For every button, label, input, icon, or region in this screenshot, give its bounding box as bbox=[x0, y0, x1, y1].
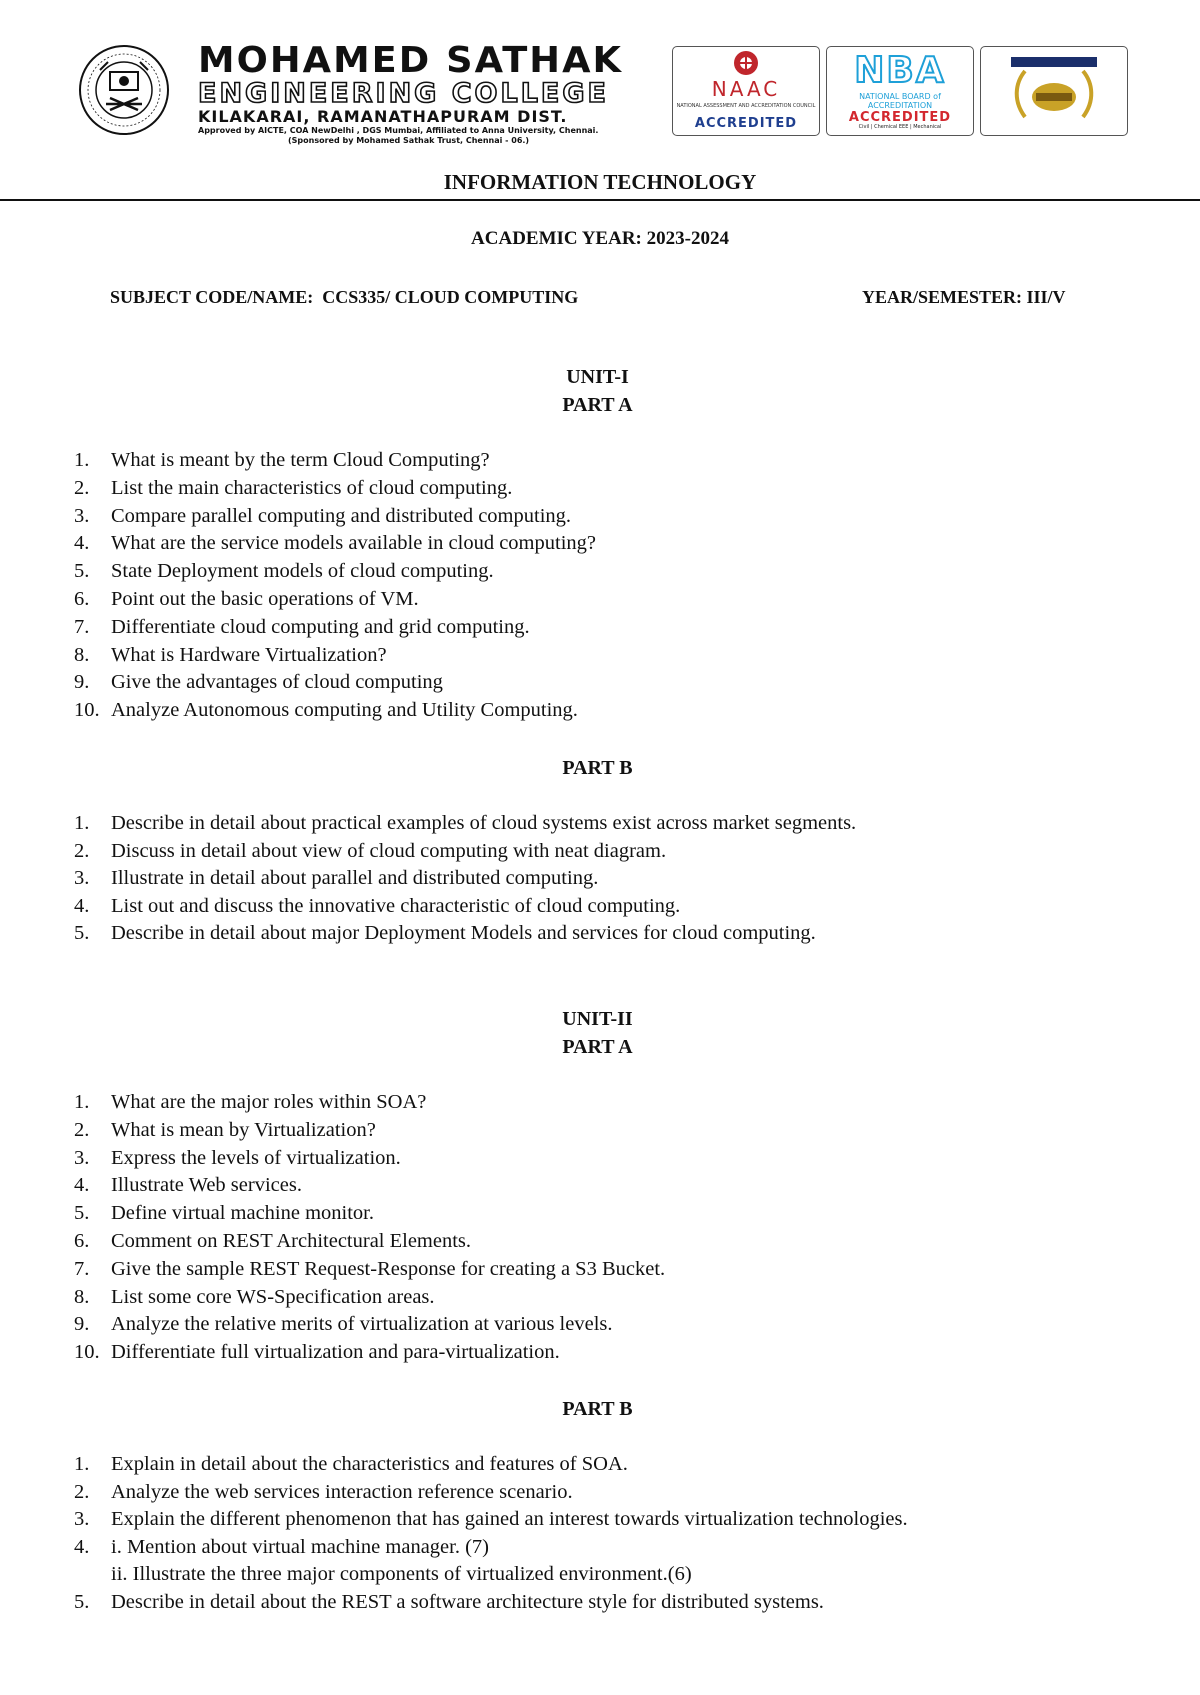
laurel-award-icon bbox=[1011, 57, 1097, 123]
unit-title: UNIT-I bbox=[566, 366, 629, 388]
nba-badge bbox=[826, 46, 974, 136]
college-approval: Approved by AICTE, COA NewDelhi , DGS Mumbai, Affiliated to Anna University, Chennai. bbox=[198, 126, 599, 135]
naac-badge bbox=[672, 46, 820, 136]
list-item: 7. Give the sample REST Request-Response for creating a S3 Bucket. bbox=[74, 1257, 666, 1280]
part-a-title: PART A bbox=[562, 394, 633, 416]
college-name-line1: MOHAMED SATHAK bbox=[198, 40, 624, 81]
list-item: 2. Analyze the web services interaction reference scenario. bbox=[74, 1480, 573, 1503]
part-b-title: PART B bbox=[562, 757, 633, 779]
nba-title: NBA bbox=[854, 50, 946, 91]
unit-title: UNIT-II bbox=[562, 1008, 633, 1030]
year-semester: YEAR/SEMESTER: III/V bbox=[862, 287, 1066, 307]
list-item: 10. Differentiate full virtualization and para-virtualization. bbox=[74, 1341, 560, 1364]
nba-subtitle: NATIONAL BOARD of ACCREDITATION bbox=[859, 92, 941, 110]
part-a-title: PART A bbox=[562, 1036, 633, 1058]
unit2-part-a-list bbox=[0, 1089, 665, 1367]
list-item: 2. List the main characteristics of cloud computing. bbox=[74, 476, 513, 499]
list-item: 9. Give the advantages of cloud computing bbox=[74, 671, 443, 694]
unit2-part-b-list bbox=[0, 1451, 908, 1617]
list-item: 1. What are the major roles within SOA? bbox=[74, 1091, 427, 1113]
list-item: 6. Point out the basic operations of VM. bbox=[74, 587, 419, 610]
list-item: 4. i. Mention about virtual machine manager. (7) bbox=[74, 1535, 489, 1558]
list-item: 4. Illustrate Web services. bbox=[74, 1174, 302, 1197]
unit1-part-b-list bbox=[0, 810, 856, 948]
list-item: 3. Compare parallel computing and distributed computing. bbox=[74, 504, 572, 527]
subject-code-name: SUBJECT CODE/NAME: CCS335/ CLOUD COMPUTING bbox=[110, 287, 579, 307]
list-item: 7. Differentiate cloud computing and grid computing. bbox=[74, 615, 530, 638]
list-item: 3. Illustrate in detail about parallel and distributed computing. bbox=[74, 867, 599, 890]
list-item: 4. List out and discuss the innovative characteristic of cloud computing. bbox=[74, 894, 681, 917]
list-item: 9. Analyze the relative merits of virtualization at various levels. bbox=[74, 1313, 613, 1336]
naac-emblem-icon bbox=[731, 49, 761, 77]
list-item: 3. Explain the different phenomenon that has gained an interest towards virtualization technologies. bbox=[74, 1508, 908, 1531]
list-item: 4. What are the service models available in cloud computing? bbox=[74, 532, 596, 555]
list-item: 8. What is Hardware Virtualization? bbox=[74, 643, 387, 666]
naac-subtitle: NATIONAL ASSESSMENT AND ACCREDITATION COUNCIL bbox=[676, 103, 816, 109]
letterhead bbox=[0, 40, 1200, 145]
college-name-line2: ENGINEERING COLLEGE bbox=[198, 78, 609, 109]
list-item: 6. Comment on REST Architectural Elements. bbox=[74, 1229, 472, 1252]
part-b-title: PART B bbox=[562, 1398, 633, 1420]
naac-title: NAAC bbox=[711, 77, 781, 101]
list-item: 5. Describe in detail about major Deployment Models and services for cloud computing. bbox=[74, 922, 816, 945]
list-item: 1. Describe in detail about practical examples of cloud systems exist across market segments. bbox=[74, 812, 857, 834]
list-item-continuation: ii. Illustrate the three major components of virtualized environment.(6) bbox=[111, 1563, 692, 1586]
department-title: INFORMATION TECHNOLOGY bbox=[443, 170, 757, 194]
list-item: 1. What is meant by the term Cloud Computing? bbox=[74, 449, 490, 471]
list-item: 8. List some core WS-Specification areas. bbox=[74, 1285, 435, 1308]
list-item: 10. Analyze Autonomous computing and Utility Computing. bbox=[74, 699, 578, 722]
college-emblem-icon bbox=[44, 42, 204, 138]
naac-status: ACCREDITED bbox=[694, 116, 798, 131]
list-item: 5. State Deployment models of cloud computing. bbox=[74, 560, 494, 583]
header-divider bbox=[0, 199, 1200, 201]
college-location: KILAKARAI, RAMANATHAPURAM DIST. bbox=[198, 107, 568, 126]
unit1-part-a-list bbox=[0, 447, 596, 725]
college-name-block bbox=[198, 42, 658, 146]
list-item: 3. Express the levels of virtualization. bbox=[74, 1146, 401, 1169]
list-item: 2. Discuss in detail about view of cloud computing with neat diagram. bbox=[74, 839, 667, 862]
academic-year: ACADEMIC YEAR: 2023-2024 bbox=[471, 228, 729, 249]
list-item: 5. Describe in detail about the REST a software architecture style for distributed systems. bbox=[74, 1590, 824, 1613]
list-item: 1. Explain in detail about the characteristics and features of SOA. bbox=[74, 1453, 628, 1475]
list-item: 5. Define virtual machine monitor. bbox=[74, 1202, 375, 1225]
list-item: 2. What is mean by Virtualization? bbox=[74, 1118, 376, 1141]
ranking-badge bbox=[980, 46, 1128, 136]
nba-departments: Civil | Chemical EEE | Mechanical bbox=[858, 124, 942, 130]
college-sponsor: (Sponsored by Mohamed Sathak Trust, Chennai - 06.) bbox=[288, 136, 530, 145]
nba-status: ACCREDITED bbox=[848, 110, 952, 125]
